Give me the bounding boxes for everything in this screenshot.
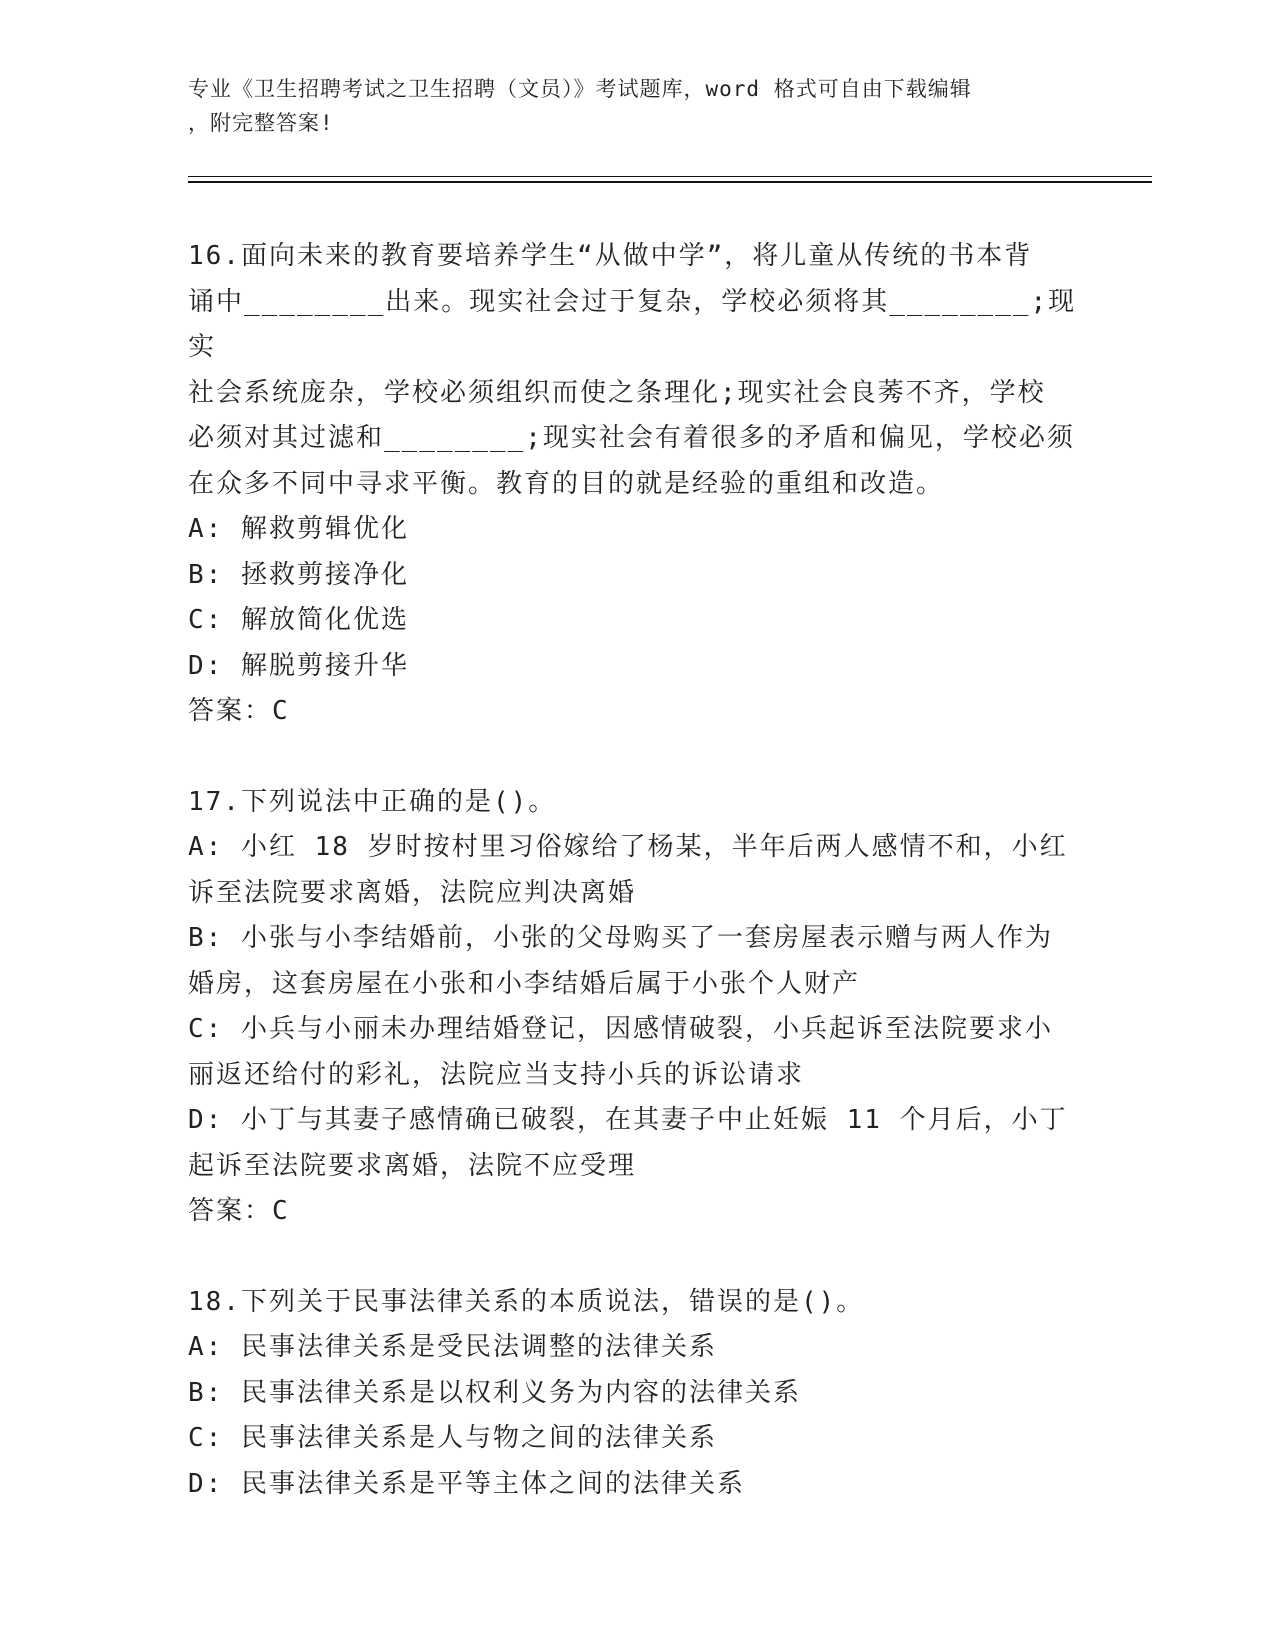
option-a: A: 小红 18 岁时按村里习俗嫁给了杨某，半年后两人感情不和，小红 [188, 832, 1068, 862]
header-line-2: ，附完整答案! [188, 111, 334, 135]
option-c: C: 小兵与小丽未办理结婚登记，因感情破裂，小兵起诉至法院要求小 [188, 1014, 1053, 1044]
question-stem-line: 必须对其过滤和________;现实社会有着很多的矛盾和偏见，学校必须 [188, 423, 1075, 453]
answer: 答案：C [188, 1196, 290, 1226]
question-stem-line: 在众多不同中寻求平衡。教育的目的就是经验的重组和改造。 [188, 468, 945, 499]
answer: 答案：C [188, 696, 290, 726]
header-divider-thick [188, 181, 1152, 183]
question-17 [188, 780, 1088, 1235]
option-a-continued: 诉至法院要求离婚，法院应判决离婚 [188, 877, 637, 908]
question-spacer [188, 735, 1088, 780]
option-d-continued: 起诉至法院要求离婚，法院不应受理 [188, 1150, 637, 1181]
question-18 [188, 1280, 1088, 1508]
question-stem-line: 诵中________出来。现实社会过于复杂，学校必须将其________;现实 [188, 286, 1077, 362]
option-c: C: 民事法律关系是人与物之间的法律关系 [188, 1423, 717, 1453]
option-a: A: 解救剪辑优化 [188, 514, 409, 544]
option-c-continued: 丽返还给付的彩礼，法院应当支持小兵的诉讼请求 [188, 1059, 805, 1090]
option-b: B: 小张与小李结婚前，小张的父母购买了一套房屋表示赠与两人作为 [188, 923, 1053, 953]
option-d: D: 民事法律关系是平等主体之间的法律关系 [188, 1468, 745, 1499]
question-stem-line: 16.面向未来的教育要培养学生“从做中学”，将儿童从传统的书本背 [188, 241, 1033, 271]
question-list [188, 234, 1088, 1507]
option-d: D: 小丁与其妻子感情确已破裂，在其妻子中止妊娠 11 个月后，小丁 [188, 1105, 1068, 1135]
document-header [188, 72, 1068, 140]
option-c: C: 解放简化优选 [188, 605, 409, 635]
header-divider-thin [188, 176, 1152, 177]
header-line-1: 专业《卫生招聘考试之卫生招聘（文员）》考试题库，word 格式可自由下载编辑 [188, 77, 972, 101]
option-d: D: 解脱剪接升华 [188, 650, 409, 681]
question-spacer [188, 1235, 1088, 1280]
question-16 [188, 234, 1088, 735]
question-stem-line: 社会系统庞杂，学校必须组织而使之条理化;现实社会良莠不齐，学校 [188, 377, 1046, 408]
option-b: B: 民事法律关系是以权利义务为内容的法律关系 [188, 1377, 801, 1408]
question-stem-line: 17.下列说法中正确的是()。 [188, 786, 557, 817]
question-stem-line: 18.下列关于民事法律关系的本质说法，错误的是()。 [188, 1286, 865, 1317]
option-a: A: 民事法律关系是受民法调整的法律关系 [188, 1332, 717, 1362]
option-b-continued: 婚房，这套房屋在小张和小李结婚后属于小张个人财产 [188, 968, 861, 999]
option-b: B: 拯救剪接净化 [188, 559, 409, 590]
